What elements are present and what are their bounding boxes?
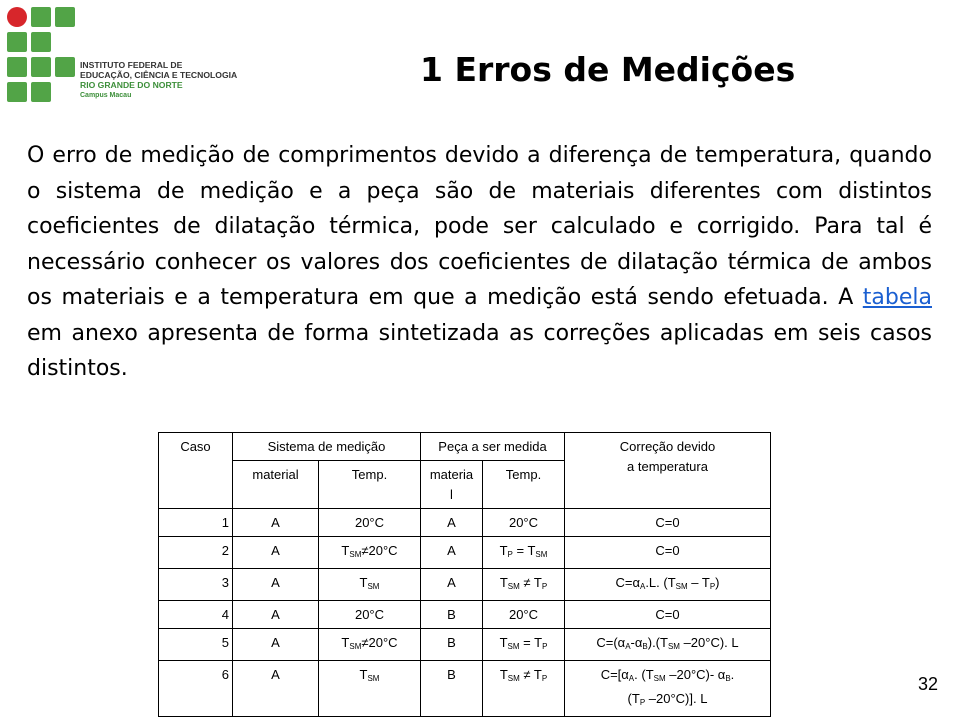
cell-sm-temp: $T_{SM}\ne 20^\circ C$ bbox=[319, 537, 421, 569]
cell-p-temp: $T_P = T_{SM}$ bbox=[483, 537, 565, 569]
cell-p-material: A bbox=[421, 569, 483, 601]
header-material-peca bbox=[421, 461, 483, 509]
body-paragraph bbox=[27, 138, 932, 387]
cell-caso: 1 bbox=[159, 509, 233, 537]
cell-p-temp: $T_{SM} \ne T_P$ bbox=[483, 661, 565, 717]
cell-correcao: C=0 bbox=[565, 537, 771, 569]
cell-p-temp: $T_{SM} = T_P$ bbox=[483, 629, 565, 661]
table-link[interactable]: tabela bbox=[862, 285, 932, 310]
cell-correcao: C=0 bbox=[565, 601, 771, 629]
cell-sm-temp: $T_{SM}\ne 20^\circ C$ bbox=[319, 629, 421, 661]
cell-caso: 6 bbox=[159, 661, 233, 717]
header-correcao-line-2: a temperatura bbox=[627, 459, 708, 474]
table-header-row bbox=[159, 433, 771, 461]
correction-table bbox=[158, 432, 771, 717]
cell-sm-temp: $T_{SM}$ bbox=[319, 661, 421, 717]
institution-logo bbox=[6, 6, 296, 106]
cell-p-material: A bbox=[421, 537, 483, 569]
header-material-peca-line-2: l bbox=[450, 487, 453, 502]
header-sistema: Sistema de medição bbox=[233, 433, 421, 461]
cell-sm-material: A bbox=[233, 537, 319, 569]
cell-sm-material: A bbox=[233, 569, 319, 601]
table-row bbox=[159, 509, 771, 537]
logo-line-3: RIO GRANDE DO NORTE bbox=[80, 80, 183, 91]
header-material-peca-line-1: materia bbox=[429, 467, 474, 482]
cell-p-material: A bbox=[421, 509, 483, 537]
header-correcao-line-1: Correção devido bbox=[619, 439, 716, 454]
cell-caso: 2 bbox=[159, 537, 233, 569]
cell-p-temp: 20°C bbox=[483, 509, 565, 537]
page-number: 32 bbox=[918, 674, 939, 694]
header-material: material bbox=[233, 461, 319, 509]
logo-line-4: Campus Macau bbox=[80, 91, 132, 99]
header-peca: Peça a ser medida bbox=[421, 433, 565, 461]
header-temp: Temp. bbox=[319, 461, 421, 509]
cell-caso: 4 bbox=[159, 601, 233, 629]
cell-correcao: $C=(\alpha_A-\alpha_B).(T_{SM}$ –20°C). L bbox=[565, 629, 771, 661]
cell-p-material: B bbox=[421, 629, 483, 661]
cell-correcao: $C=\alpha_A.L$. $(T_{SM} - T_P)$ bbox=[565, 569, 771, 601]
logo-line-2: EDUCAÇÃO, CIÊNCIA E TECNOLOGIA bbox=[80, 70, 238, 81]
cell-p-material: B bbox=[421, 601, 483, 629]
cell-p-temp: 20°C bbox=[483, 601, 565, 629]
cell-sm-material: A bbox=[233, 629, 319, 661]
logo-line-1: INSTITUTO FEDERAL DE bbox=[80, 60, 183, 70]
table-row bbox=[159, 629, 771, 661]
paragraph-text-2: em anexo apresenta de forma sintetizada as correções aplicadas em seis casos distintos. bbox=[27, 320, 932, 381]
header-caso: Caso bbox=[159, 433, 233, 509]
table-row bbox=[159, 661, 771, 717]
page-title: 1 Erros de Medições bbox=[420, 50, 796, 89]
cell-sm-temp: 20°C bbox=[319, 601, 421, 629]
cell-correcao: C=0 bbox=[565, 509, 771, 537]
cell-sm-material: A bbox=[233, 601, 319, 629]
table-row bbox=[159, 569, 771, 601]
logo-text bbox=[80, 60, 237, 101]
cell-sm-temp: 20°C bbox=[319, 509, 421, 537]
cell-correcao: $C=[\alpha_A$. ($T_{SM}$ –20°C)- $\alpha_B$. ($T_P$ –20°C)]. L bbox=[565, 661, 771, 717]
header-temp-peca: Temp. bbox=[483, 461, 565, 509]
cell-sm-material: A bbox=[233, 661, 319, 717]
cell-p-temp: $T_{SM} \ne T_P$ bbox=[483, 569, 565, 601]
header-correcao bbox=[565, 433, 771, 509]
paragraph-text-1: O erro de medição de comprimentos devido a diferença de temperatura, quando o sistema de medição e a peça são de materiais diferentes com distintos coeficientes de dilatação térmica, pode ser calculado e corrigido. Para tal é necessário conhecer os valores dos coeficientes de dilatação térmica de ambos os materiais e a temperatura em que a medição está sendo efetuada. A bbox=[27, 143, 932, 310]
cell-caso: 3 bbox=[159, 569, 233, 601]
cell-p-material: B bbox=[421, 661, 483, 717]
logo-red-dot-icon bbox=[7, 7, 27, 27]
cell-sm-temp: $T_{SM}$ bbox=[319, 569, 421, 601]
logo-grid-icon bbox=[6, 6, 78, 106]
table-row bbox=[159, 601, 771, 629]
table-row bbox=[159, 537, 771, 569]
cell-caso: 5 bbox=[159, 629, 233, 661]
cell-sm-material: A bbox=[233, 509, 319, 537]
